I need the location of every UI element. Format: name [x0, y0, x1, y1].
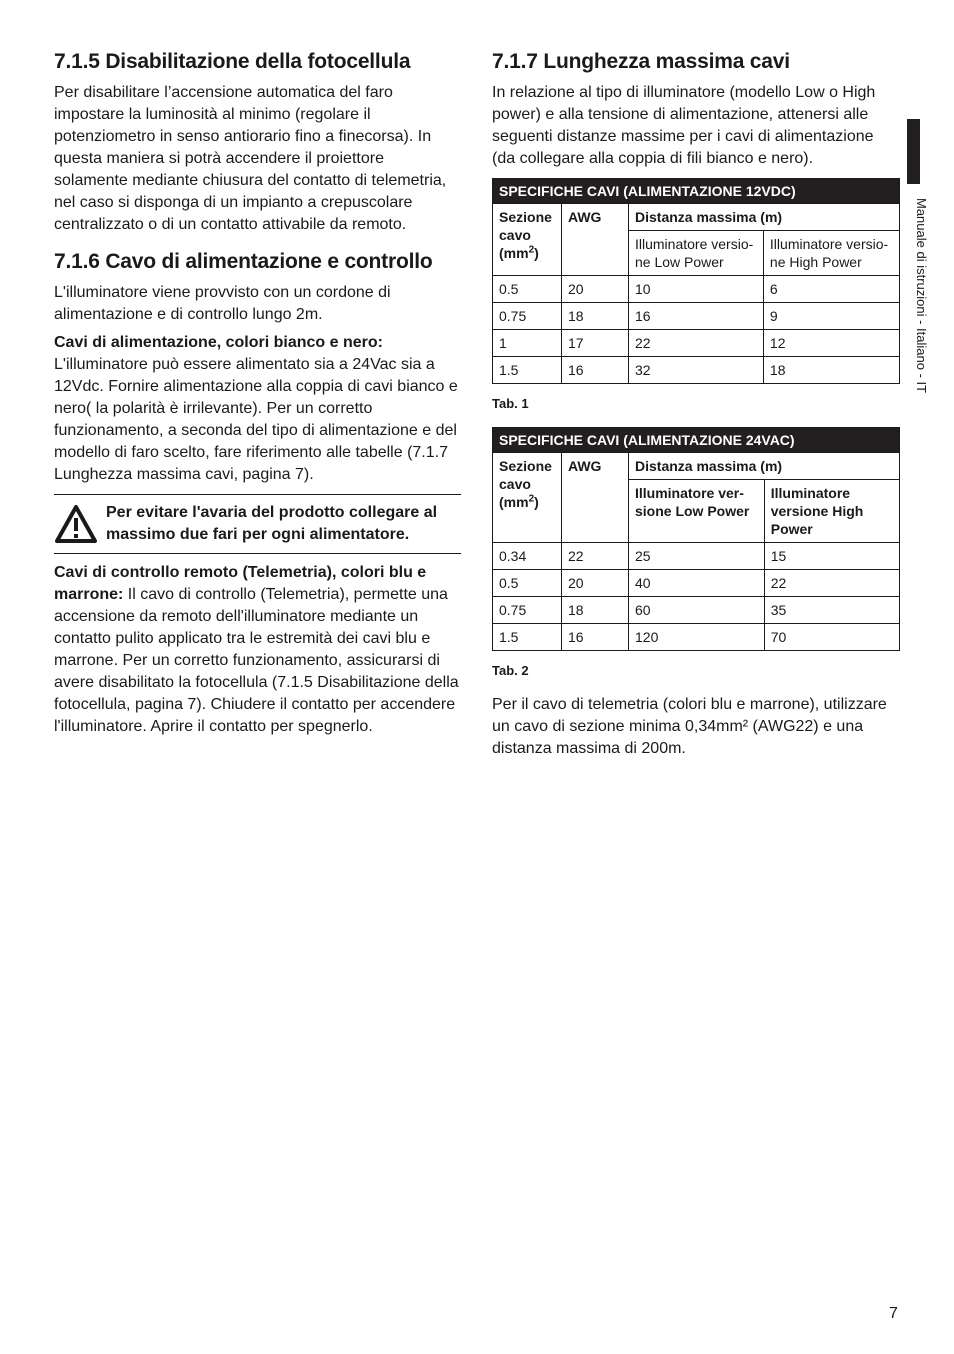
- header-high-power: Illuminatore versio-ne High Power: [763, 231, 899, 276]
- section-title-7-1-6: 7.1.6 Cavo di alimentazione e controllo: [54, 250, 433, 273]
- section-title-7-1-7: 7.1.7 Lunghezza massima cavi: [492, 50, 790, 73]
- telemetry-note: Per il cavo di telemetria (colori blu e marrone), utilizzare un cavo di sezione minima 0,34mm² (AWG22) e una distanza massima di 200m.: [492, 696, 887, 757]
- warning-icon: [54, 504, 98, 544]
- header-awg: AWG: [562, 204, 629, 276]
- table-caption: SPECIFICHE CAVI (ALIMENTAZIONE 12VDC): [493, 179, 900, 204]
- power-cable-label: Cavi di alimentazione, colori bianco e nero:: [54, 334, 383, 351]
- side-tab-marker: [907, 119, 920, 184]
- power-cable-paragraph: [54, 332, 461, 486]
- power-cable-text: L'illuminatore può essere alimentato sia a 24Vac sia a 12Vdc. Fornire alimentazione alla coppia di cavi bianco e nero( la polarità è irrilevante). Per un corretto funzionamento, a seconda del tipo di alimentazione e del modello di faro scelto, fare riferimento alle tabelle (7.1.7 Lunghezza massima cavi, pagina 7).: [54, 356, 458, 483]
- section-intro-7-1-6: L'illuminatore viene provvisto con un cordone di alimentazione e di controllo lungo 2m.: [54, 284, 391, 323]
- header-section: Sezione cavo $(mm^2)$: [493, 204, 562, 276]
- side-running-header: Manuale di istruzioni - Italiano - IT: [914, 198, 929, 394]
- table-row: 0.75 18 16 9: [493, 303, 900, 330]
- table-row: 0.5 20 10 6: [493, 276, 900, 303]
- page-number: 7: [889, 1305, 898, 1322]
- table-label: Tab. 1: [492, 396, 529, 411]
- table-row: 1 17 22 12: [493, 330, 900, 357]
- header-awg: AWG: [562, 453, 629, 543]
- warning-box: [54, 494, 461, 554]
- table-row: 1.5 16 32 18: [493, 357, 900, 384]
- remote-cable-label: Cavi di controllo remoto (Telemetria), colori blu e marrone:: [54, 564, 427, 603]
- header-high-power: Illuminatore versione High Power: [764, 480, 899, 543]
- table-row: 0.5 20 40 22: [493, 570, 900, 597]
- section-title-7-1-5: 7.1.5 Disabilitazione della fotocellula: [54, 50, 411, 73]
- section-body-7-1-5: Per disabilitare l’accensione automatica del faro impostare la luminosità al minimo (regolare il potenziometro in senso antiorario fino a finecorsa). In questa maniera si potrà accendere il proiettore solamente mediante chiusura del contatto di telemetria, nel caso si disponga di un impianto a crepuscolare centralizzato o di un contatto attivabile da remoto.: [54, 84, 447, 233]
- header-low-power: Illuminatore versio-ne Low Power: [629, 231, 764, 276]
- warning-text: Per evitare l'avaria del prodotto collegare al massimo due fari per ogni alimentatore.: [106, 504, 438, 543]
- cable-spec-table-12vdc: [492, 178, 900, 384]
- header-distance: Distanza massima (m): [629, 453, 900, 480]
- remote-cable-paragraph: [54, 562, 461, 738]
- section-intro-7-1-7: In relazione al tipo di illuminatore (modello Low o High power) e alla tensione di alimentazione, attenersi alle seguenti distanze massime per i cavi di alimentazione (da collegare alla coppia di fili bianco e nero).: [492, 84, 876, 167]
- right-column: [492, 50, 900, 766]
- remote-cable-text: Il cavo di controllo (Telemetria), permette una accensione da remoto dell'illuminatore mediante un contatto pulito applicato tra le estremità dei cavi blu e marrone. Per un corretto funzionamento, assicurarsi di avere disabilitato la fotocellula (7.1.5 Disabilitazione della fotocellula, pagina 7). Chiudere il contatto per accendere l'illuminatore. Aprire il contatto per spegnerlo.: [54, 586, 459, 735]
- table-label: Tab. 2: [492, 663, 529, 678]
- table-caption: SPECIFICHE CAVI (ALIMENTAZIONE 24VAC): [493, 428, 900, 453]
- table-row: 0.34 22 25 15: [493, 543, 900, 570]
- left-column: [54, 50, 461, 744]
- table-row: 0.75 18 60 35: [493, 597, 900, 624]
- header-distance: Distanza massima (m): [629, 204, 900, 231]
- cable-spec-table-24vac: [492, 427, 900, 651]
- header-low-power: Illuminatore ver-sione Low Power: [629, 480, 765, 543]
- table-row: 1.5 16 120 70: [493, 624, 900, 651]
- header-section: Sezione cavo $(mm^2)$: [493, 453, 562, 543]
